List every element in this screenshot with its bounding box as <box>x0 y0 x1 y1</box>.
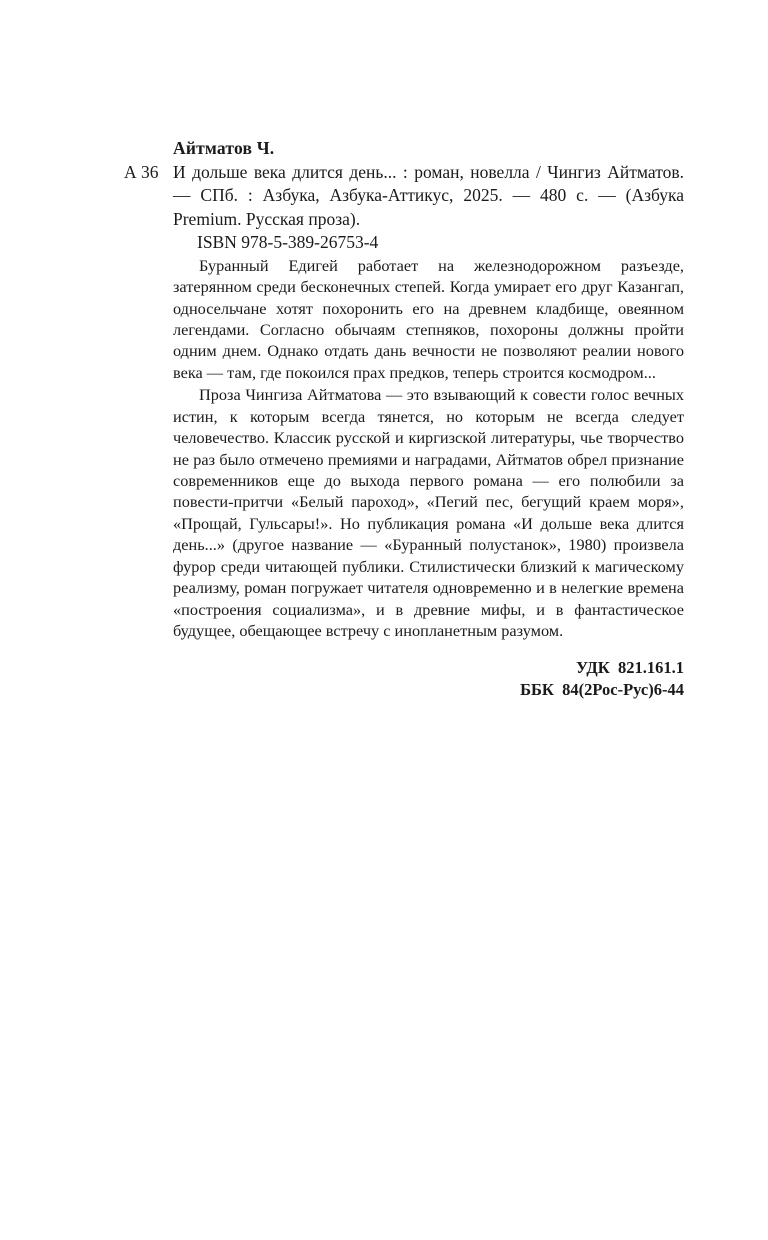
udk-code: УДК 821.161.1 <box>575 658 684 678</box>
imprint-content <box>124 138 684 701</box>
description-block <box>124 161 684 231</box>
annotation-paragraph: Проза Чингиза Айтматова — это взывающий к совести голос вечных истин, к которым всегда тянется, но которым не всегда следует человечество. Классик русской и киргизской литературы, чье творчество не раз было отмечено премиями и наградами, Айтматов обрел признание современников еще до выхода первого романа — его полюбили за повести-притчи «Белый пароход», «Пегий пес, бегущий краем моря», «Прощай, Гульсары!». Но публикация романа «И дольше века длится день...» (другое название — «Буранный полустанок», 1980) произвела фурор среди читающей публики. Стилистически близкий к магическому реализму, роман погружает читателя одновременно и в нелегкие времена «построения социализма», и в древние мифы, и в фантастическое будущее, обещающее встречу с инопланетным разумом. <box>173 385 684 640</box>
bbk-code: ББК 84(2Рос-Рус)6-44 <box>520 680 684 700</box>
author-heading: Айтматов Ч. <box>173 138 275 158</box>
cutter-number: А 36 <box>124 162 159 182</box>
annotation-text <box>173 255 684 642</box>
annotation-paragraph: Буранный Едигей работает на железнодорожном разъезде, затерянном среди бесконечных степей. Когда умирает его друг Казангап, односельчане хотят похоронить его на древнем кладбище, овеянном легендами. Согласно обычаям степняков, похороны должны пройти одним днем. Однако отдать дань вечности не позволяют реалии нового века — там, где покоился прах предков, теперь строится космодром... <box>173 255 684 382</box>
bibliographic-record: И дольше века длится день... : роман, новелла / Чингиз Айтматов. — СПб. : Азбука, Азбука-Аттикус, 2025. — 480 с. — (Азбука Premium. Русская проза). <box>173 162 684 229</box>
isbn-line: ISBN 978-5-389-26753-4 <box>197 231 379 252</box>
classification-codes <box>173 657 684 701</box>
